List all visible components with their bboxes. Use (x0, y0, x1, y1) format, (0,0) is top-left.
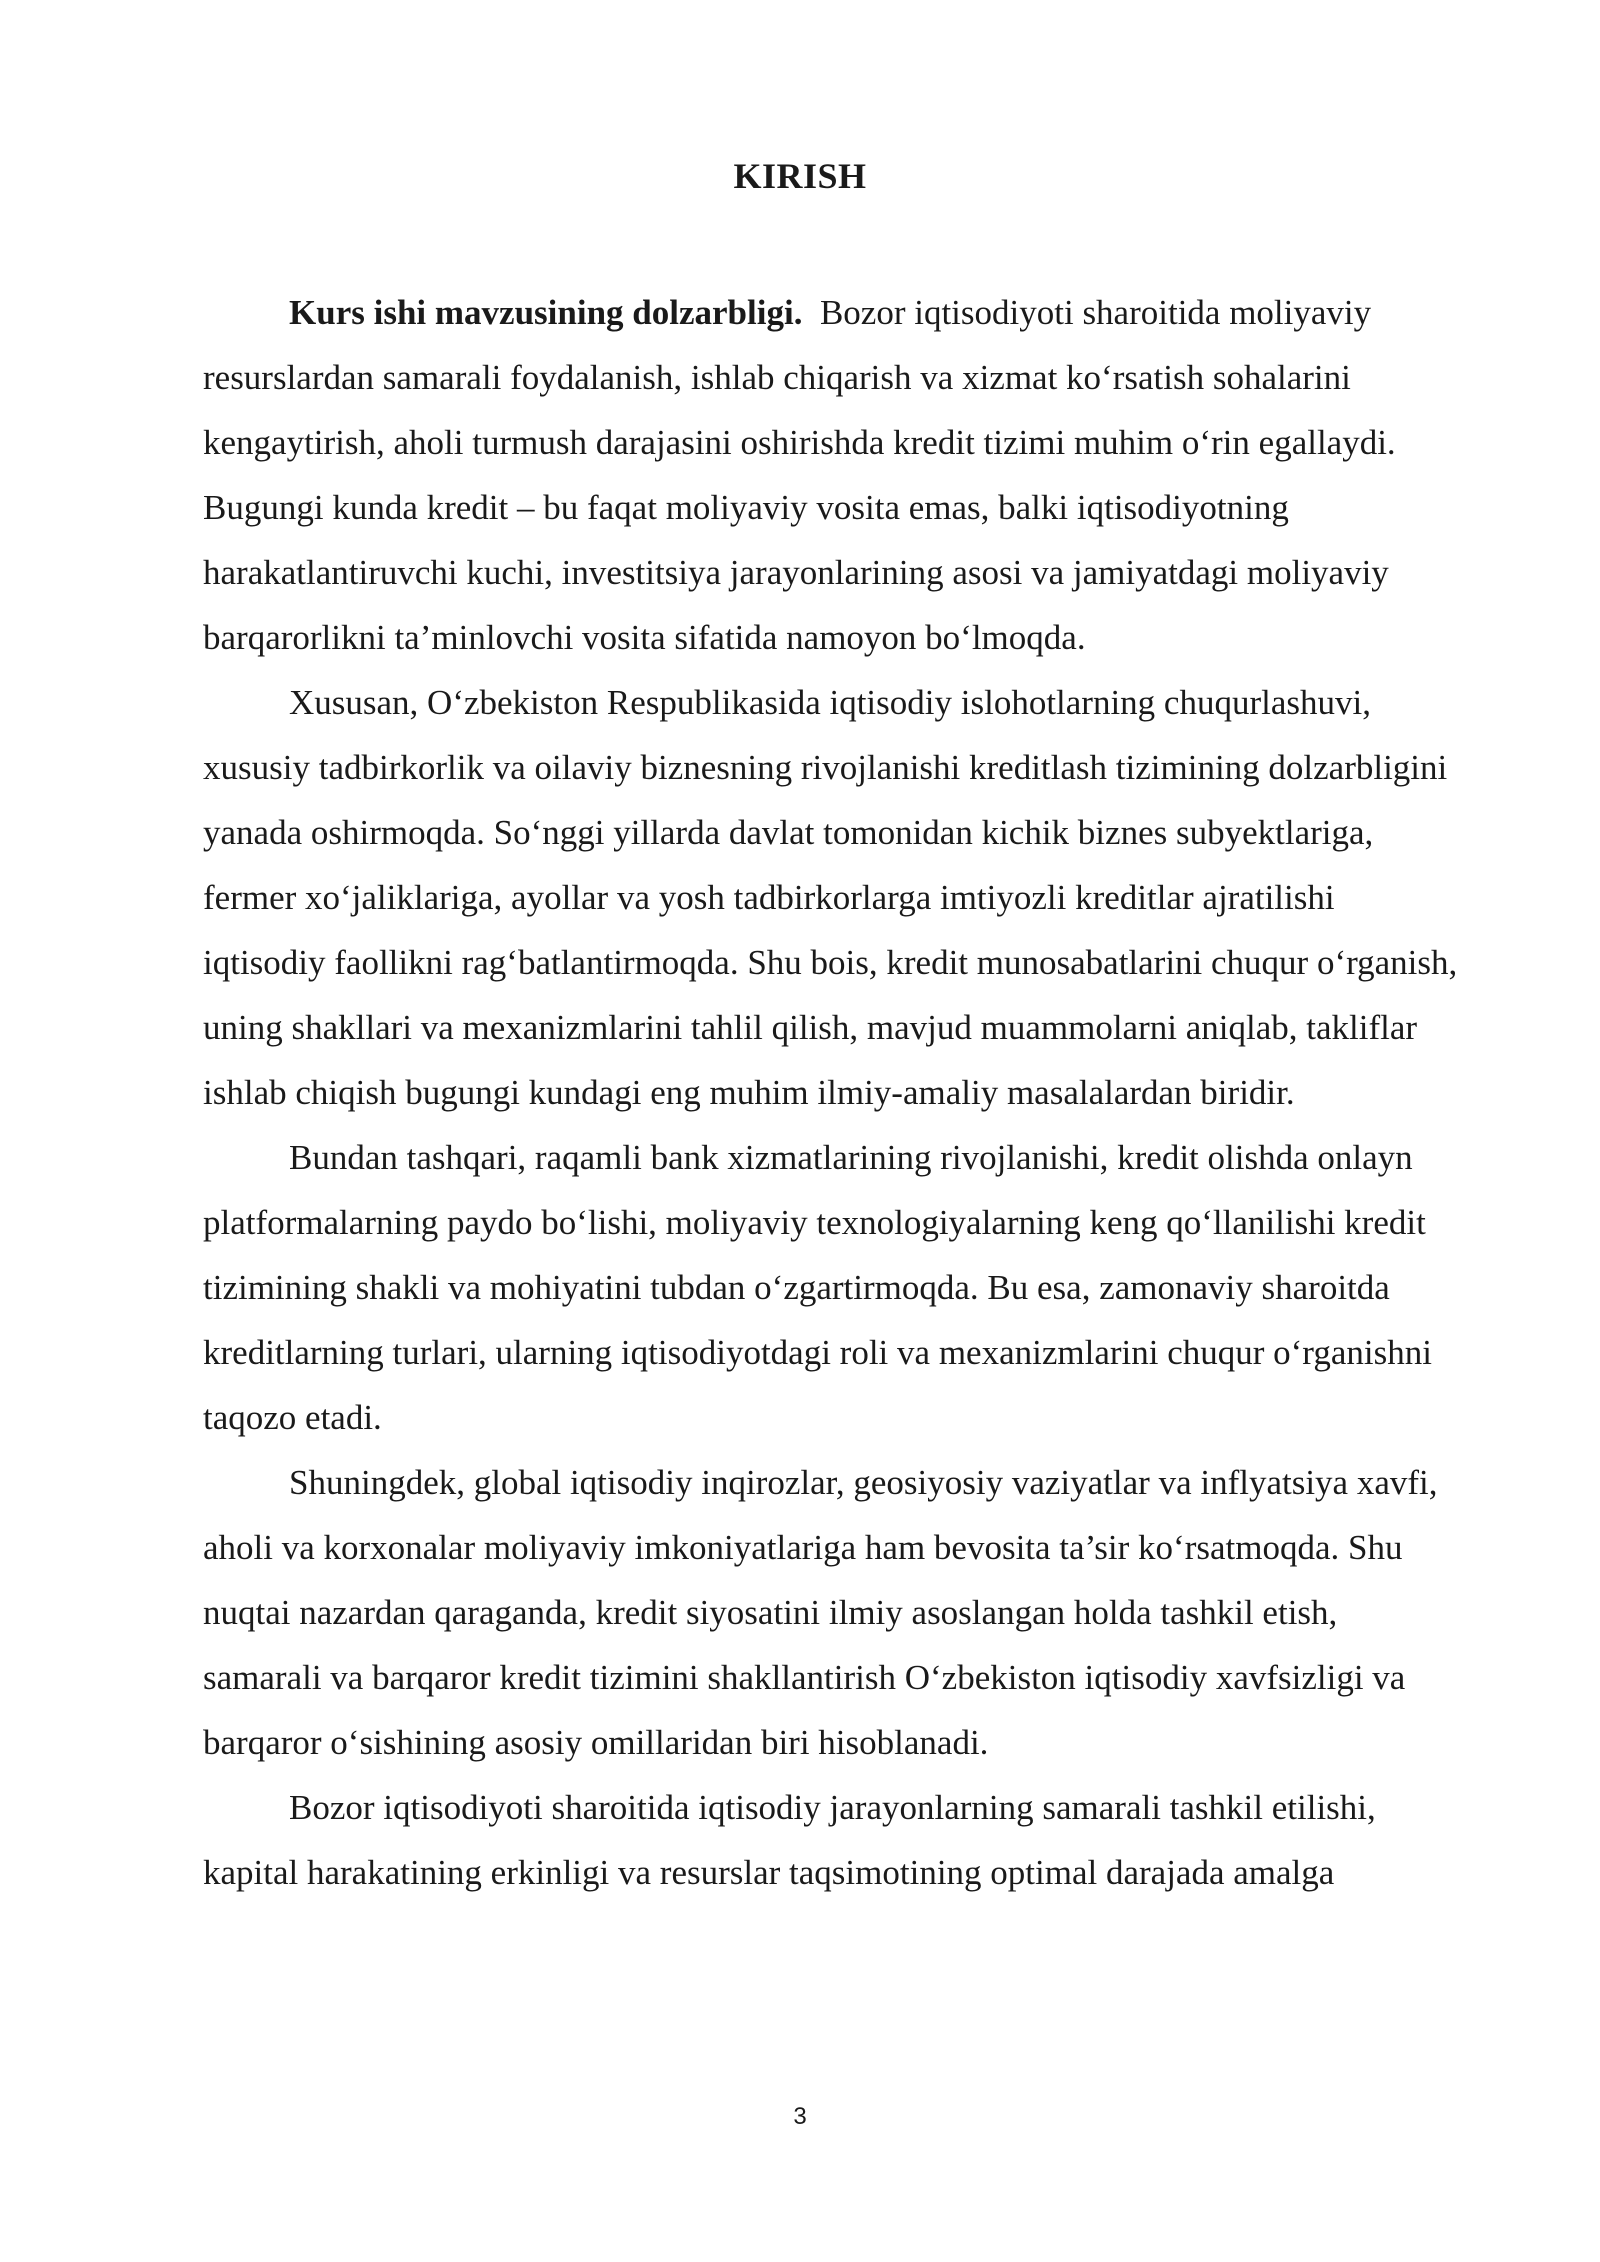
paragraph-1 (203, 280, 1461, 670)
body-text (203, 280, 1461, 1905)
paragraph-5: Bozor iqtisodiyoti sharoitida iqtisodiy jarayonlarning samarali tashkil etilishi, kapital harakatining erkinligi va resurslar taqsimotining optimal darajada amalga (203, 1788, 1376, 1892)
paragraph-lead: Kurs ishi mavzusining dolzarbligi (289, 293, 794, 332)
paragraph-4: Shuningdek, global iqtisodiy inqirozlar, geosiyosiy vaziyatlar va inflyatsiya xavfi, aholi va korxonalar moliyaviy imkoniyatlariga ham bevosita ta’sir koʻrsatmoqda. Shu nuqtai nazardan qaraganda, kredit siyosatini ilmiy asoslangan holda tashkil etish, samarali va barqaror kredit tizimini shakllantirish Oʻzbekiston iqtisodiy xavfsizligi va barqaror oʻsishining asosiy omillaridan biri hisoblanadi. (203, 1463, 1438, 1762)
paragraph-text: Bozor iqtisodiyoti sharoitida moliyaviy resurslardan samarali foydalanish, ishlab chiqarish va xizmat koʻrsatish sohalarini kengaytirish, aholi turmush darajasini oshirishda kredit tizimi muhim oʻrin egallaydi. Bugungi kunda kredit – bu faqat moliyaviy vosita emas, balki iqtisodiyotning harakatlantiruvchi kuchi, investitsiya jarayonlarining asosi va jamiyatdagi moliyaviy barqarorlikni ta’minlovchi vosita sifatida namoyon boʻlmoqda. (203, 293, 1405, 657)
paragraph-2: Xususan, Oʻzbekiston Respublikasida iqtisodiy islohotlarning chuqurlashuvi, xususiy tadbirkorlik va oilaviy biznesning rivojlanishi kreditlash tizimining dolzarbligini yanada oshirmoqda. Soʻnggi yillarda davlat tomonidan kichik biznes subyektlariga, fermer xoʻjaliklariga, ayollar va yosh tadbirkorlarga imtiyozli kreditlar ajratilishi iqtisodiy faollikni ragʻbatlantirmoqda. Shu bois, kredit munosabatlarini chuqur oʻrganish, uning shakllari va mexanizmlarini tahlil qilish, mavjud muammolarni aniqlab, takliflar ishlab chiqish bugungi kundagi eng muhim ilmiy-amaliy masalalardan biridir. (203, 683, 1458, 1112)
section-heading: KIRISH (733, 156, 867, 196)
paragraph-lead-punct: . (793, 293, 803, 332)
paragraph-3: Bundan tashqari, raqamli bank xizmatlarining rivojlanishi, kredit olishda onlayn platformalarning paydo boʻlishi, moliyaviy texnologiyalarning keng qoʻllanilishi kredit tizimining shakli va mohiyatini tubdan oʻzgartirmoqda. Bu esa, zamonaviy sharoitda kreditlarning turlari, ularning iqtisodiyotdagi roli va mexanizmlarini chuqur oʻrganishni taqozo etadi. (203, 1138, 1432, 1437)
page-number: 3 (793, 2103, 807, 2130)
